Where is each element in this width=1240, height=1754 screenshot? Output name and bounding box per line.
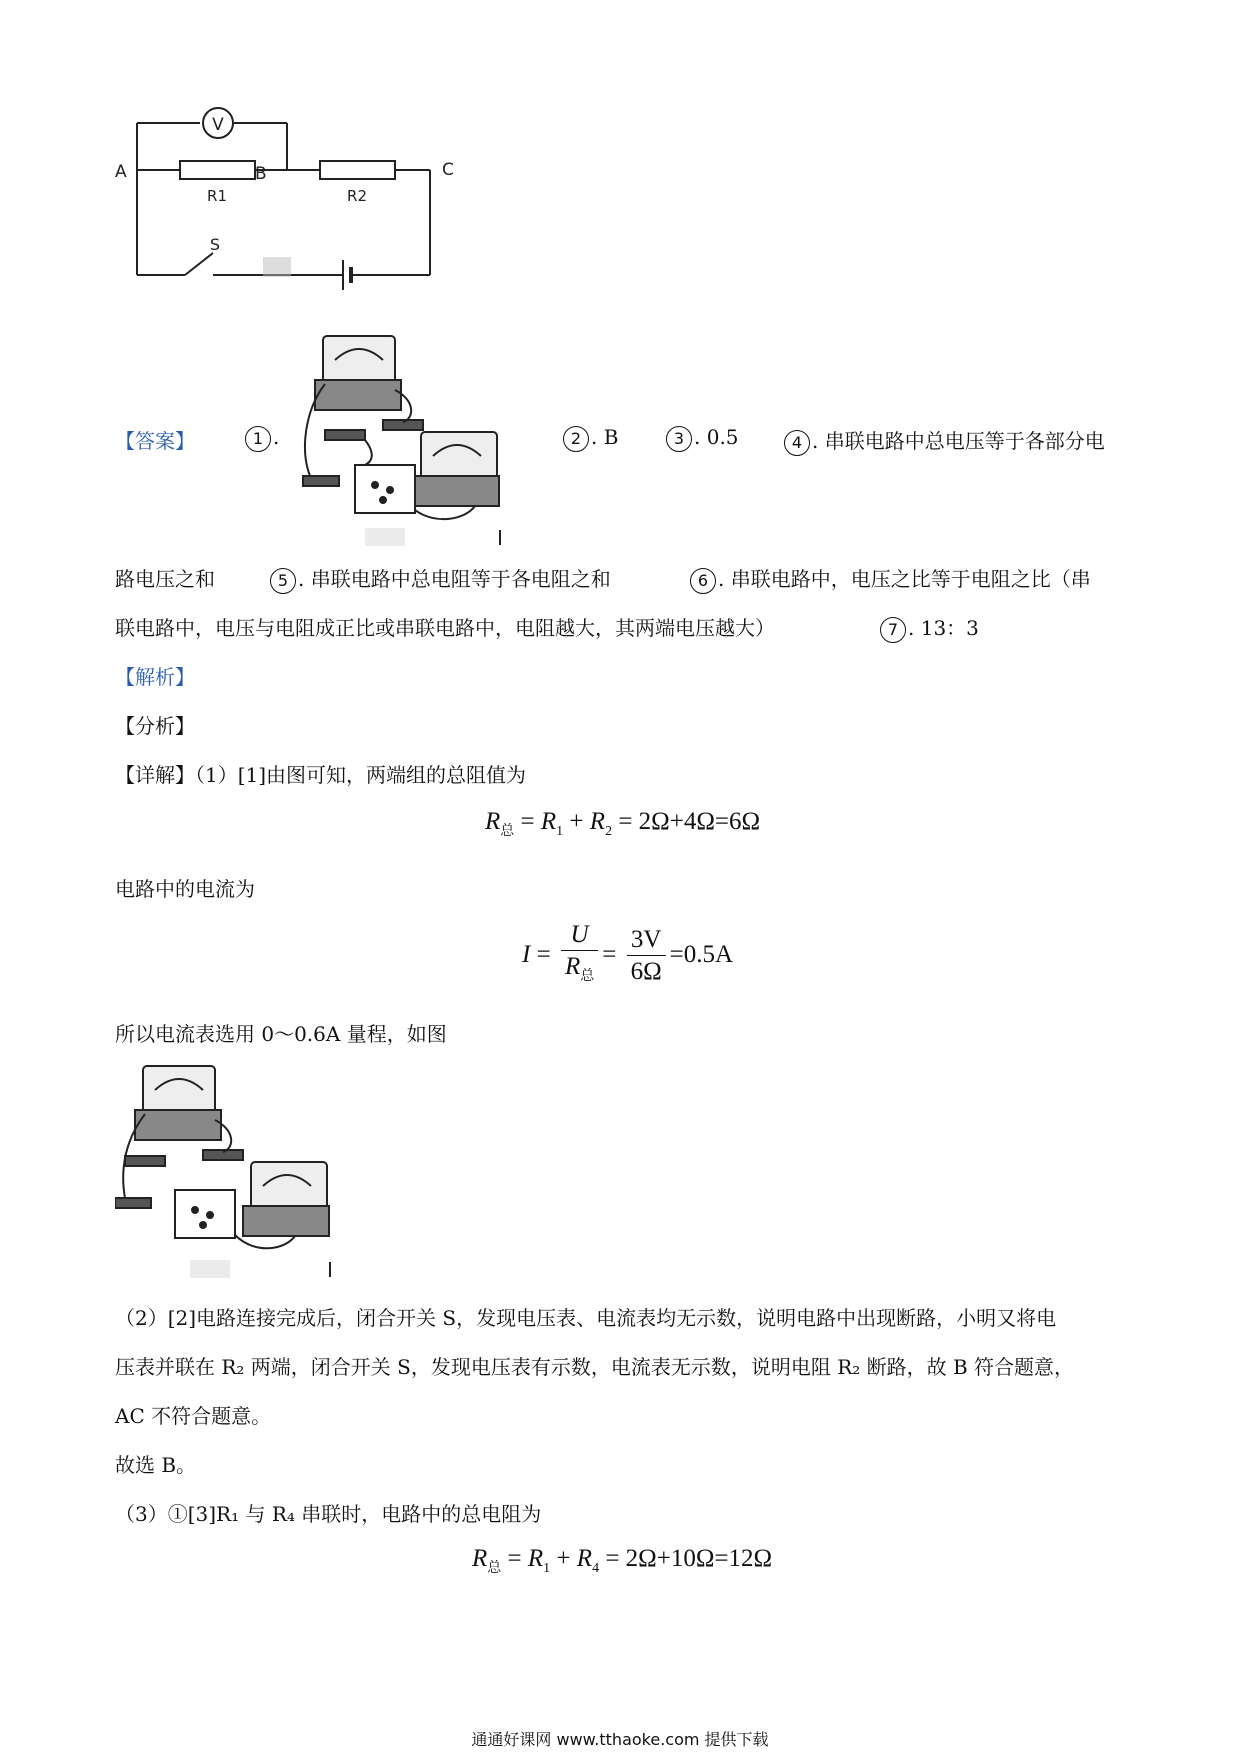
analysis-label: 【解析】	[115, 665, 195, 689]
equation-total-resistance-1: $R_总 = R_1 + R_2 = 2\Omega+4\Omega=6\Omega$	[485, 808, 761, 839]
detail-paragraph-4a: （2）[2]电路连接完成后，闭合开关 S，发现电压表、电流表均无示数，说明电路中出现断路，小明又将电	[115, 1306, 1057, 1330]
answer-3: . 0.5	[694, 425, 739, 449]
detail-paragraph-2: 电路中的电流为	[115, 877, 255, 901]
node-b-label: B	[255, 164, 267, 184]
answer-number-5: 5	[270, 568, 296, 594]
answer-number-1: 1	[245, 426, 271, 452]
apparatus-illustration	[295, 330, 525, 550]
answer-number-4: 4	[784, 430, 810, 456]
detail-paragraph-4c: AC 不符合题意。	[115, 1404, 272, 1428]
equation-current: I = $\frac{U}{R_总}$ = $\frac{3V}{6\Omega}$ =0.5A	[522, 921, 734, 985]
r2-label: R2	[347, 187, 367, 205]
detail-paragraph-5: 故选 B。	[115, 1453, 197, 1477]
answer-number-3: 3	[666, 426, 692, 452]
answer-2: . B	[591, 425, 619, 449]
answer-4-continued: 路电压之和	[115, 567, 215, 591]
apparatus-illustration-2	[115, 1060, 345, 1280]
switch-label: S	[209, 235, 221, 254]
detail-label: 【详解】	[115, 763, 195, 787]
detail-paragraph-1: （1）[1]由图可知，两端组的总阻值为	[195, 763, 527, 787]
detail-paragraph-6: （3）①[3]R₁ 与 R₄ 串联时，电路中的总电阻为	[115, 1502, 542, 1526]
answer-label: 【答案】	[115, 429, 195, 453]
answer-4: . 串联电路中总电压等于各部分电	[812, 429, 1105, 453]
fenxi-label: 【分析】	[115, 714, 195, 738]
detail-paragraph-4b: 压表并联在 R₂ 两端，闭合开关 S，发现电压表有示数，电流表无示数，说明电阻 R₂ 断路，故 B 符合题意，	[115, 1355, 1075, 1379]
equation-total-resistance-2: $R_总 = R_1 + R_4 = 2\Omega+10\Omega=12\Omega$	[472, 1545, 773, 1576]
answer-1-dot: .	[273, 425, 280, 449]
answer-number-2: 2	[563, 426, 589, 452]
answer-6-continued: 联电路中，电压与电阻成正比或串联电路中，电阻越大，其两端电压越大）	[115, 616, 775, 640]
detail-paragraph-3: 所以电流表选用 0～0.6A 量程，如图	[115, 1022, 447, 1046]
footer-text: 通通好课网 www.tthaoke.com 提供下载	[471, 1730, 769, 1749]
circuit-diagram	[115, 95, 475, 315]
answer-6: . 串联电路中，电压之比等于电阻之比（串	[718, 567, 1091, 591]
r1-label: R1	[207, 187, 227, 205]
answer-number-7: 7	[880, 617, 906, 643]
answer-7: . 13：3	[908, 616, 979, 640]
answer-5: . 串联电路中总电阻等于各电阻之和	[298, 567, 611, 591]
node-a-label: A	[115, 162, 127, 182]
answer-number-6: 6	[690, 568, 716, 594]
voltmeter-label: V	[212, 115, 224, 135]
node-c-label: C	[442, 160, 454, 180]
